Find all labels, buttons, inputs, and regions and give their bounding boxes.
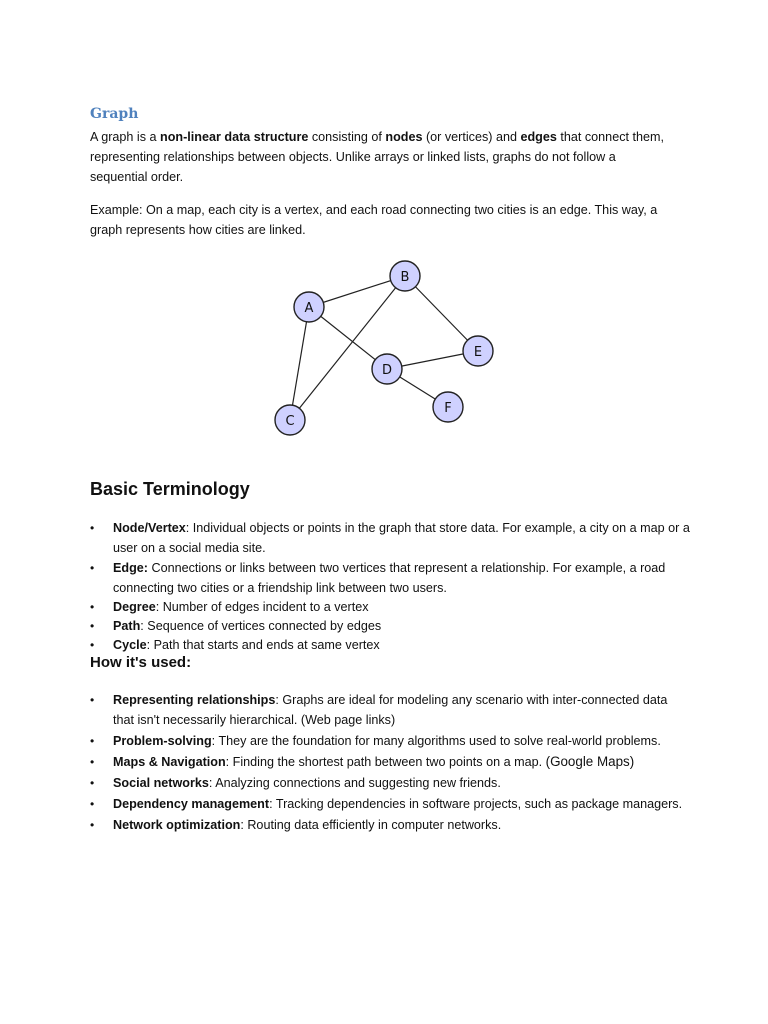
node-a bbox=[294, 292, 324, 322]
node-b-label: B bbox=[400, 270, 410, 285]
list-item: • Dependency management: Tracking dependencies in software projects, such as package managers. bbox=[90, 794, 690, 814]
graph-heading: Graph bbox=[90, 106, 139, 122]
node-d bbox=[372, 354, 402, 384]
bold-non-linear: non-linear data structure bbox=[160, 130, 309, 144]
node-c-label: C bbox=[285, 414, 295, 429]
bold-edges: edges bbox=[520, 130, 557, 144]
list-item: • Cycle: Path that starts and ends at same vertex bbox=[90, 636, 690, 655]
bullet-icon: • bbox=[90, 561, 95, 575]
list-item: • Edge: Connections or links between two vertices that represent a relationship. For example, a road connecting two cities or a friendship link between two users. bbox=[90, 558, 690, 598]
bullet-icon: • bbox=[90, 776, 95, 790]
terminology-list bbox=[90, 518, 690, 655]
bullet-icon: • bbox=[90, 734, 95, 748]
node-a-label: A bbox=[304, 301, 314, 316]
bold-nodes: nodes bbox=[385, 130, 423, 144]
bullet-icon: • bbox=[90, 600, 95, 614]
node-c bbox=[275, 405, 305, 435]
bullet-icon: • bbox=[90, 521, 95, 535]
bullet-icon: • bbox=[90, 619, 95, 633]
list-item: • Representing relationships: Graphs are ideal for modeling any scenario with inter-connected data that isn't necessarily hierarchical. (Web page links) bbox=[90, 690, 690, 730]
how-its-used-heading: How it's used: bbox=[90, 654, 192, 671]
node-d-label: D bbox=[381, 363, 393, 378]
bullet-icon: • bbox=[90, 638, 95, 652]
bullet-icon: • bbox=[90, 797, 95, 811]
graph-example-paragraph: Example: On a map, each city is a vertex, and each road connecting two cities is an edge. This way, a graph represents how cities are linked. bbox=[90, 203, 658, 237]
graph-intro-paragraph: A graph is a non-linear data structure consisting of nodes (or vertices) and edges that connect them, representing relationships between objects. Unlike arrays or linked lists, graphs do not follow a sequential order. bbox=[90, 130, 664, 184]
list-item: • Network optimization: Routing data efficiently in computer networks. bbox=[90, 815, 690, 835]
list-item: • Social networks: Analyzing connections and suggesting new friends. bbox=[90, 773, 690, 793]
node-f-label: F bbox=[444, 401, 452, 416]
list-item: • Node/Vertex: Individual objects or points in the graph that store data. For example, a city on a map or a user on a social media site. bbox=[90, 518, 690, 558]
basic-terminology-heading: Basic Terminology bbox=[90, 479, 250, 499]
bullet-icon: • bbox=[90, 755, 95, 769]
list-item: • Maps & Navigation: Finding the shortest path between two points on a map. (Google Maps) bbox=[90, 752, 690, 772]
list-item: • Degree: Number of edges incident to a vertex bbox=[90, 598, 690, 617]
usage-list bbox=[90, 690, 690, 836]
graph-diagram bbox=[270, 255, 510, 445]
node-f bbox=[433, 392, 463, 422]
bullet-icon: • bbox=[90, 818, 95, 832]
list-item: • Path: Sequence of vertices connected by edges bbox=[90, 617, 690, 636]
edge-a-c bbox=[290, 307, 309, 420]
node-b bbox=[390, 261, 420, 291]
list-item: • Problem-solving: They are the foundation for many algorithms used to solve real-world problems. bbox=[90, 731, 690, 751]
node-e bbox=[463, 336, 493, 366]
node-e-label: E bbox=[473, 345, 483, 360]
bullet-icon: • bbox=[90, 693, 95, 707]
